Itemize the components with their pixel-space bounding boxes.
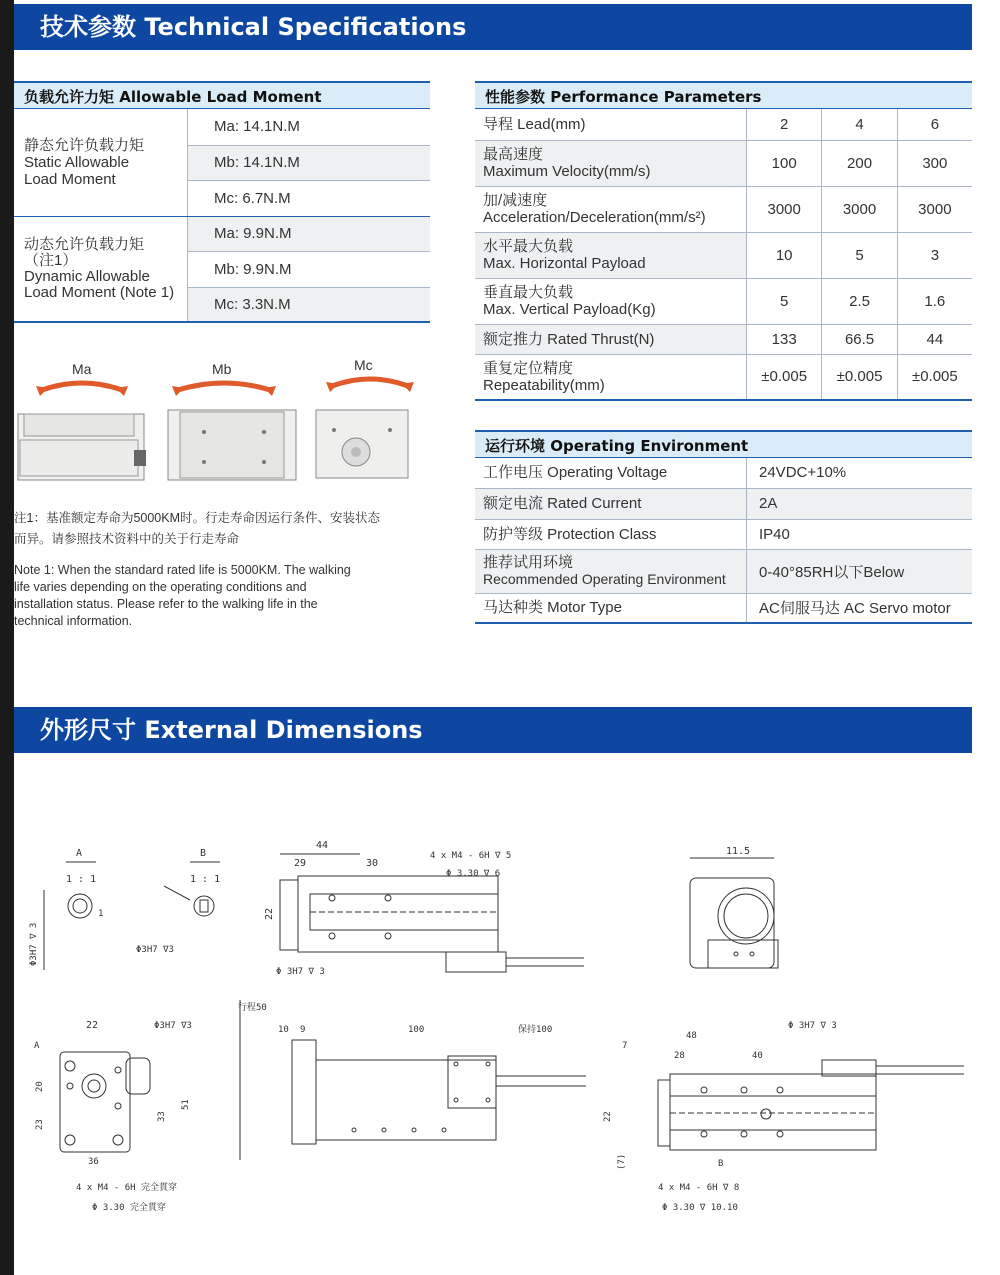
env-param-cn: 工作电压 Operating Voltage <box>483 464 668 482</box>
perf-param-cn: 垂直最大负载 <box>483 284 574 301</box>
perf-param-cn: 加/减速度 <box>483 192 548 209</box>
dynamic-label-en1: Dynamic Allowable <box>24 267 150 285</box>
env-value: 24VDC+10% <box>747 458 973 488</box>
perf-param-en: Maximum Velocity(mm/s) <box>483 163 651 180</box>
env-row <box>475 488 972 519</box>
end-view <box>690 846 778 968</box>
note-cn-line1: 注1：基准额定寿命为5000KM时。行走寿命因运行条件、安装状态 <box>14 511 381 525</box>
perf-param-cn: 导程 Lead(mm) <box>483 115 586 133</box>
perf-row <box>475 232 972 278</box>
perf-param-en: Acceleration/Deceleration(mm/s²) <box>483 209 706 226</box>
note-en-line2: life varies depending on the operating conditions and <box>14 580 307 594</box>
perf-value: 10 <box>747 232 822 278</box>
svg-text:Φ 3H7 ∇ 3: Φ 3H7 ∇ 3 <box>788 1021 837 1031</box>
perf-param-en: Repeatability(mm) <box>483 376 605 394</box>
env-param-label <box>475 593 747 623</box>
perf-value: 6 <box>897 109 972 140</box>
svg-text:1 : 1: 1 : 1 <box>66 874 97 885</box>
perf-param-cn: 水平最大负载 <box>483 238 574 255</box>
perf-param-cn: 重复定位精度 <box>483 359 574 377</box>
side-view <box>238 1000 586 1160</box>
perf-value: 4 <box>822 109 897 140</box>
static-mb: Mb: 14.1N.M <box>188 145 431 180</box>
perf-param-label <box>475 186 747 232</box>
svg-text:30: 30 <box>366 858 379 869</box>
svg-text:48: 48 <box>686 1031 697 1041</box>
env-value: 0-40°85RH以下Below <box>747 549 973 593</box>
note-en <box>14 562 351 630</box>
perf-row <box>475 109 972 140</box>
env-value: 2A <box>747 488 973 519</box>
svg-text:22: 22 <box>86 1020 99 1031</box>
env-param-cn: 推荐试用环境 <box>483 554 574 571</box>
env-param-label <box>475 458 747 488</box>
static-mc: Mc: 6.7N.M <box>188 180 431 216</box>
svg-text:B: B <box>200 848 207 859</box>
detail-b <box>136 848 220 955</box>
env-param-cn: 防护等级 Protection Class <box>483 525 657 543</box>
env-value: IP40 <box>747 519 973 549</box>
environment-header: 运行环境 Operating Environment <box>475 430 972 458</box>
perf-value: 3000 <box>822 186 897 232</box>
svg-text:B: B <box>718 1159 724 1169</box>
svg-text:Ma: Ma <box>72 361 92 377</box>
perf-row <box>475 354 972 400</box>
svg-text:22: 22 <box>603 1111 613 1122</box>
dynamic-label-en2: Load Moment (Note 1) <box>24 283 175 301</box>
svg-text:(7): (7) <box>617 1153 627 1170</box>
perf-value: 3000 <box>897 186 972 232</box>
svg-text:1: 1 <box>98 909 104 919</box>
svg-text:29: 29 <box>294 858 307 869</box>
static-label-en2: Load Moment <box>24 170 116 188</box>
perf-row <box>475 140 972 186</box>
perf-param-label <box>475 232 747 278</box>
perf-value: ±0.005 <box>747 354 822 400</box>
dynamic-label-note: （注1） <box>24 251 78 269</box>
svg-text:4 x M4 - 6H ∇ 5: 4 x M4 - 6H ∇ 5 <box>430 851 512 861</box>
bottom-view <box>603 1021 964 1213</box>
perf-param-en: Max. Vertical Payload(Kg) <box>483 301 656 318</box>
perf-row <box>475 324 972 354</box>
svg-text:Φ 3.30 ∇ 6: Φ 3.30 ∇ 6 <box>446 869 501 879</box>
svg-text:A: A <box>76 848 83 859</box>
svg-text:保持100: 保持100 <box>518 1025 553 1035</box>
perf-param-label <box>475 324 747 354</box>
env-param-cn: 额定电流 Rated Current <box>483 495 642 512</box>
perf-param-label <box>475 140 747 186</box>
front-view <box>34 1020 192 1213</box>
perf-value: 66.5 <box>822 324 897 354</box>
moment-diagrams <box>14 350 434 490</box>
svg-text:10: 10 <box>278 1025 289 1035</box>
env-param-cn: 马达种类 Motor Type <box>483 599 622 617</box>
svg-text:Φ3H7 ∇ 3: Φ3H7 ∇ 3 <box>29 922 39 966</box>
perf-param-en: Max. Horizontal Payload <box>483 255 646 272</box>
svg-text:Φ 3H7 ∇ 3: Φ 3H7 ∇ 3 <box>276 967 325 977</box>
svg-text:22: 22 <box>264 907 275 920</box>
tech-spec-banner: 技术参数 Technical Specifications <box>14 4 972 50</box>
detail-a <box>29 848 103 970</box>
svg-text:Φ 3.30 ∇ 10.10: Φ 3.30 ∇ 10.10 <box>662 1203 738 1213</box>
svg-text:Φ3H7 ∇3: Φ3H7 ∇3 <box>154 1021 192 1031</box>
dynamic-mc: Mc: 3.3N.M <box>188 287 431 322</box>
perf-param-label <box>475 354 747 400</box>
env-value: AC伺服马达 AC Servo motor <box>747 593 973 623</box>
svg-text:Mb: Mb <box>212 361 232 377</box>
svg-text:28: 28 <box>674 1051 685 1061</box>
note-en-line1: Note 1: When the standard rated life is 5000KM. The walking <box>14 563 351 577</box>
ma-diagram <box>18 361 146 480</box>
note-cn <box>14 510 380 548</box>
note-en-line4: technical information. <box>14 614 133 628</box>
env-param-en: Recommended Operating Environment <box>483 571 726 587</box>
perf-value: 200 <box>822 140 897 186</box>
perf-value: 2 <box>747 109 822 140</box>
svg-text:20: 20 <box>35 1081 45 1092</box>
static-label-cn: 静态允许负载力矩 <box>24 136 145 154</box>
load-moment-header: 负载允许力矩 Allowable Load Moment <box>14 81 430 109</box>
svg-text:Mc: Mc <box>354 357 373 373</box>
svg-text:9: 9 <box>300 1025 306 1035</box>
performance-table <box>475 109 972 401</box>
env-param-label <box>475 488 747 519</box>
perf-value: 100 <box>747 140 822 186</box>
dynamic-label-cn: 动态允许负载力矩 <box>24 235 145 253</box>
svg-text:Φ 3.30 完全貫穿: Φ 3.30 完全貫穿 <box>92 1203 166 1213</box>
perf-param-label <box>475 278 747 324</box>
perf-value: 1.6 <box>897 278 972 324</box>
svg-text:7: 7 <box>622 1041 628 1051</box>
perf-value: 44 <box>897 324 972 354</box>
mc-diagram <box>316 357 414 478</box>
perf-value: ±0.005 <box>822 354 897 400</box>
static-ma: Ma: 14.1N.M <box>188 109 431 145</box>
svg-text:40: 40 <box>752 1051 763 1061</box>
env-param-label <box>475 519 747 549</box>
svg-text:11.5: 11.5 <box>726 846 751 857</box>
perf-value: 300 <box>897 140 972 186</box>
top-view <box>264 840 584 977</box>
env-row <box>475 519 972 549</box>
svg-text:A: A <box>34 1041 40 1051</box>
svg-text:Φ3H7 ∇3: Φ3H7 ∇3 <box>136 945 174 955</box>
dimension-drawings <box>14 770 972 1250</box>
mb-diagram <box>168 361 296 480</box>
svg-text:4 x M4 - 6H ∇ 8: 4 x M4 - 6H ∇ 8 <box>658 1183 740 1193</box>
env-row <box>475 593 972 623</box>
perf-value: 2.5 <box>822 278 897 324</box>
perf-value: 133 <box>747 324 822 354</box>
perf-param-label <box>475 109 747 140</box>
note-en-line3: installation status. Please refer to the walking life in the <box>14 597 318 611</box>
load-moment-table <box>14 109 430 323</box>
external-dimensions-banner: 外形尺寸 External Dimensions <box>14 707 972 753</box>
svg-text:1 : 1: 1 : 1 <box>190 874 221 885</box>
dynamic-ma: Ma: 9.9N.M <box>188 216 431 251</box>
svg-text:行程50: 行程50 <box>238 1003 267 1013</box>
svg-text:36: 36 <box>88 1157 99 1167</box>
static-label-en1: Static Allowable <box>24 153 130 171</box>
perf-value: 5 <box>822 232 897 278</box>
svg-text:51: 51 <box>181 1099 191 1110</box>
perf-param-cn: 最高速度 <box>483 146 544 163</box>
left-edge-bar <box>0 0 14 1275</box>
env-param-label <box>475 549 747 593</box>
perf-value: 3 <box>897 232 972 278</box>
dynamic-mb: Mb: 9.9N.M <box>188 251 431 287</box>
perf-value: 5 <box>747 278 822 324</box>
perf-row <box>475 186 972 232</box>
env-row <box>475 458 972 488</box>
note-cn-line2: 而异。请参照技术资料中的关于行走寿命 <box>14 532 240 546</box>
environment-table <box>475 458 972 624</box>
svg-text:44: 44 <box>316 840 329 851</box>
performance-header: 性能参数 Performance Parameters <box>475 81 972 109</box>
svg-text:33: 33 <box>157 1111 167 1122</box>
perf-row <box>475 278 972 324</box>
perf-param-cn: 额定推力 Rated Thrust(N) <box>483 330 655 348</box>
svg-text:100: 100 <box>408 1025 425 1035</box>
svg-text:4 x M4 - 6H 完全貫穿: 4 x M4 - 6H 完全貫穿 <box>76 1183 178 1193</box>
perf-value: ±0.005 <box>897 354 972 400</box>
perf-value: 3000 <box>747 186 822 232</box>
svg-text:23: 23 <box>35 1119 45 1130</box>
env-row <box>475 549 972 593</box>
